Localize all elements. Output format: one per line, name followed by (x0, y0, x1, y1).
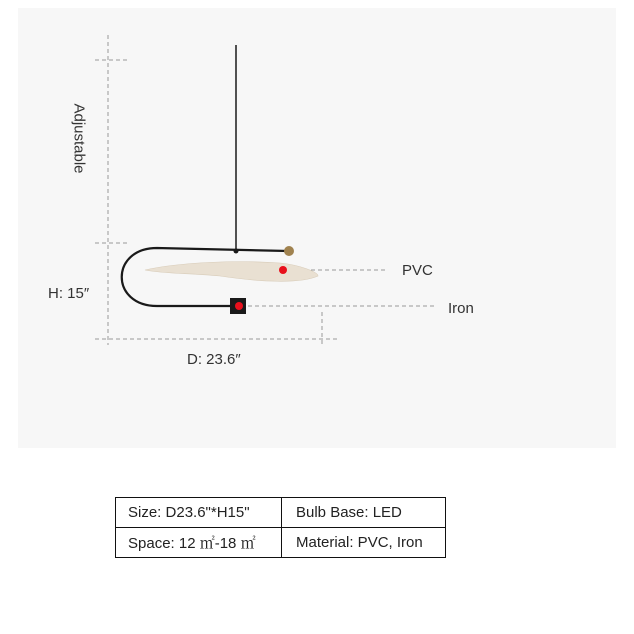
height-label: H: 15″ (48, 285, 90, 302)
spec-table (115, 497, 446, 558)
spec-material: Material: PVC, Iron (282, 528, 446, 558)
pvc-label: PVC (402, 262, 433, 279)
spec-size: Size: D23.6"*H15" (116, 498, 282, 528)
depth-label: D: 23.6″ (187, 351, 241, 368)
dimension-lines (95, 35, 434, 345)
spec-row (116, 498, 446, 528)
pvc-shade (145, 262, 318, 282)
iron-marker-dot (235, 302, 243, 310)
spec-space: Space: 12 ㎡-18 ㎡ (116, 528, 282, 558)
spec-bulb-base: Bulb Base: LED (282, 498, 446, 528)
iron-label: Iron (448, 300, 474, 317)
adjustable-label: Adjustable (70, 103, 88, 174)
spec-row (116, 528, 446, 558)
brass-ball (284, 246, 294, 256)
pvc-marker-dot (279, 266, 287, 274)
